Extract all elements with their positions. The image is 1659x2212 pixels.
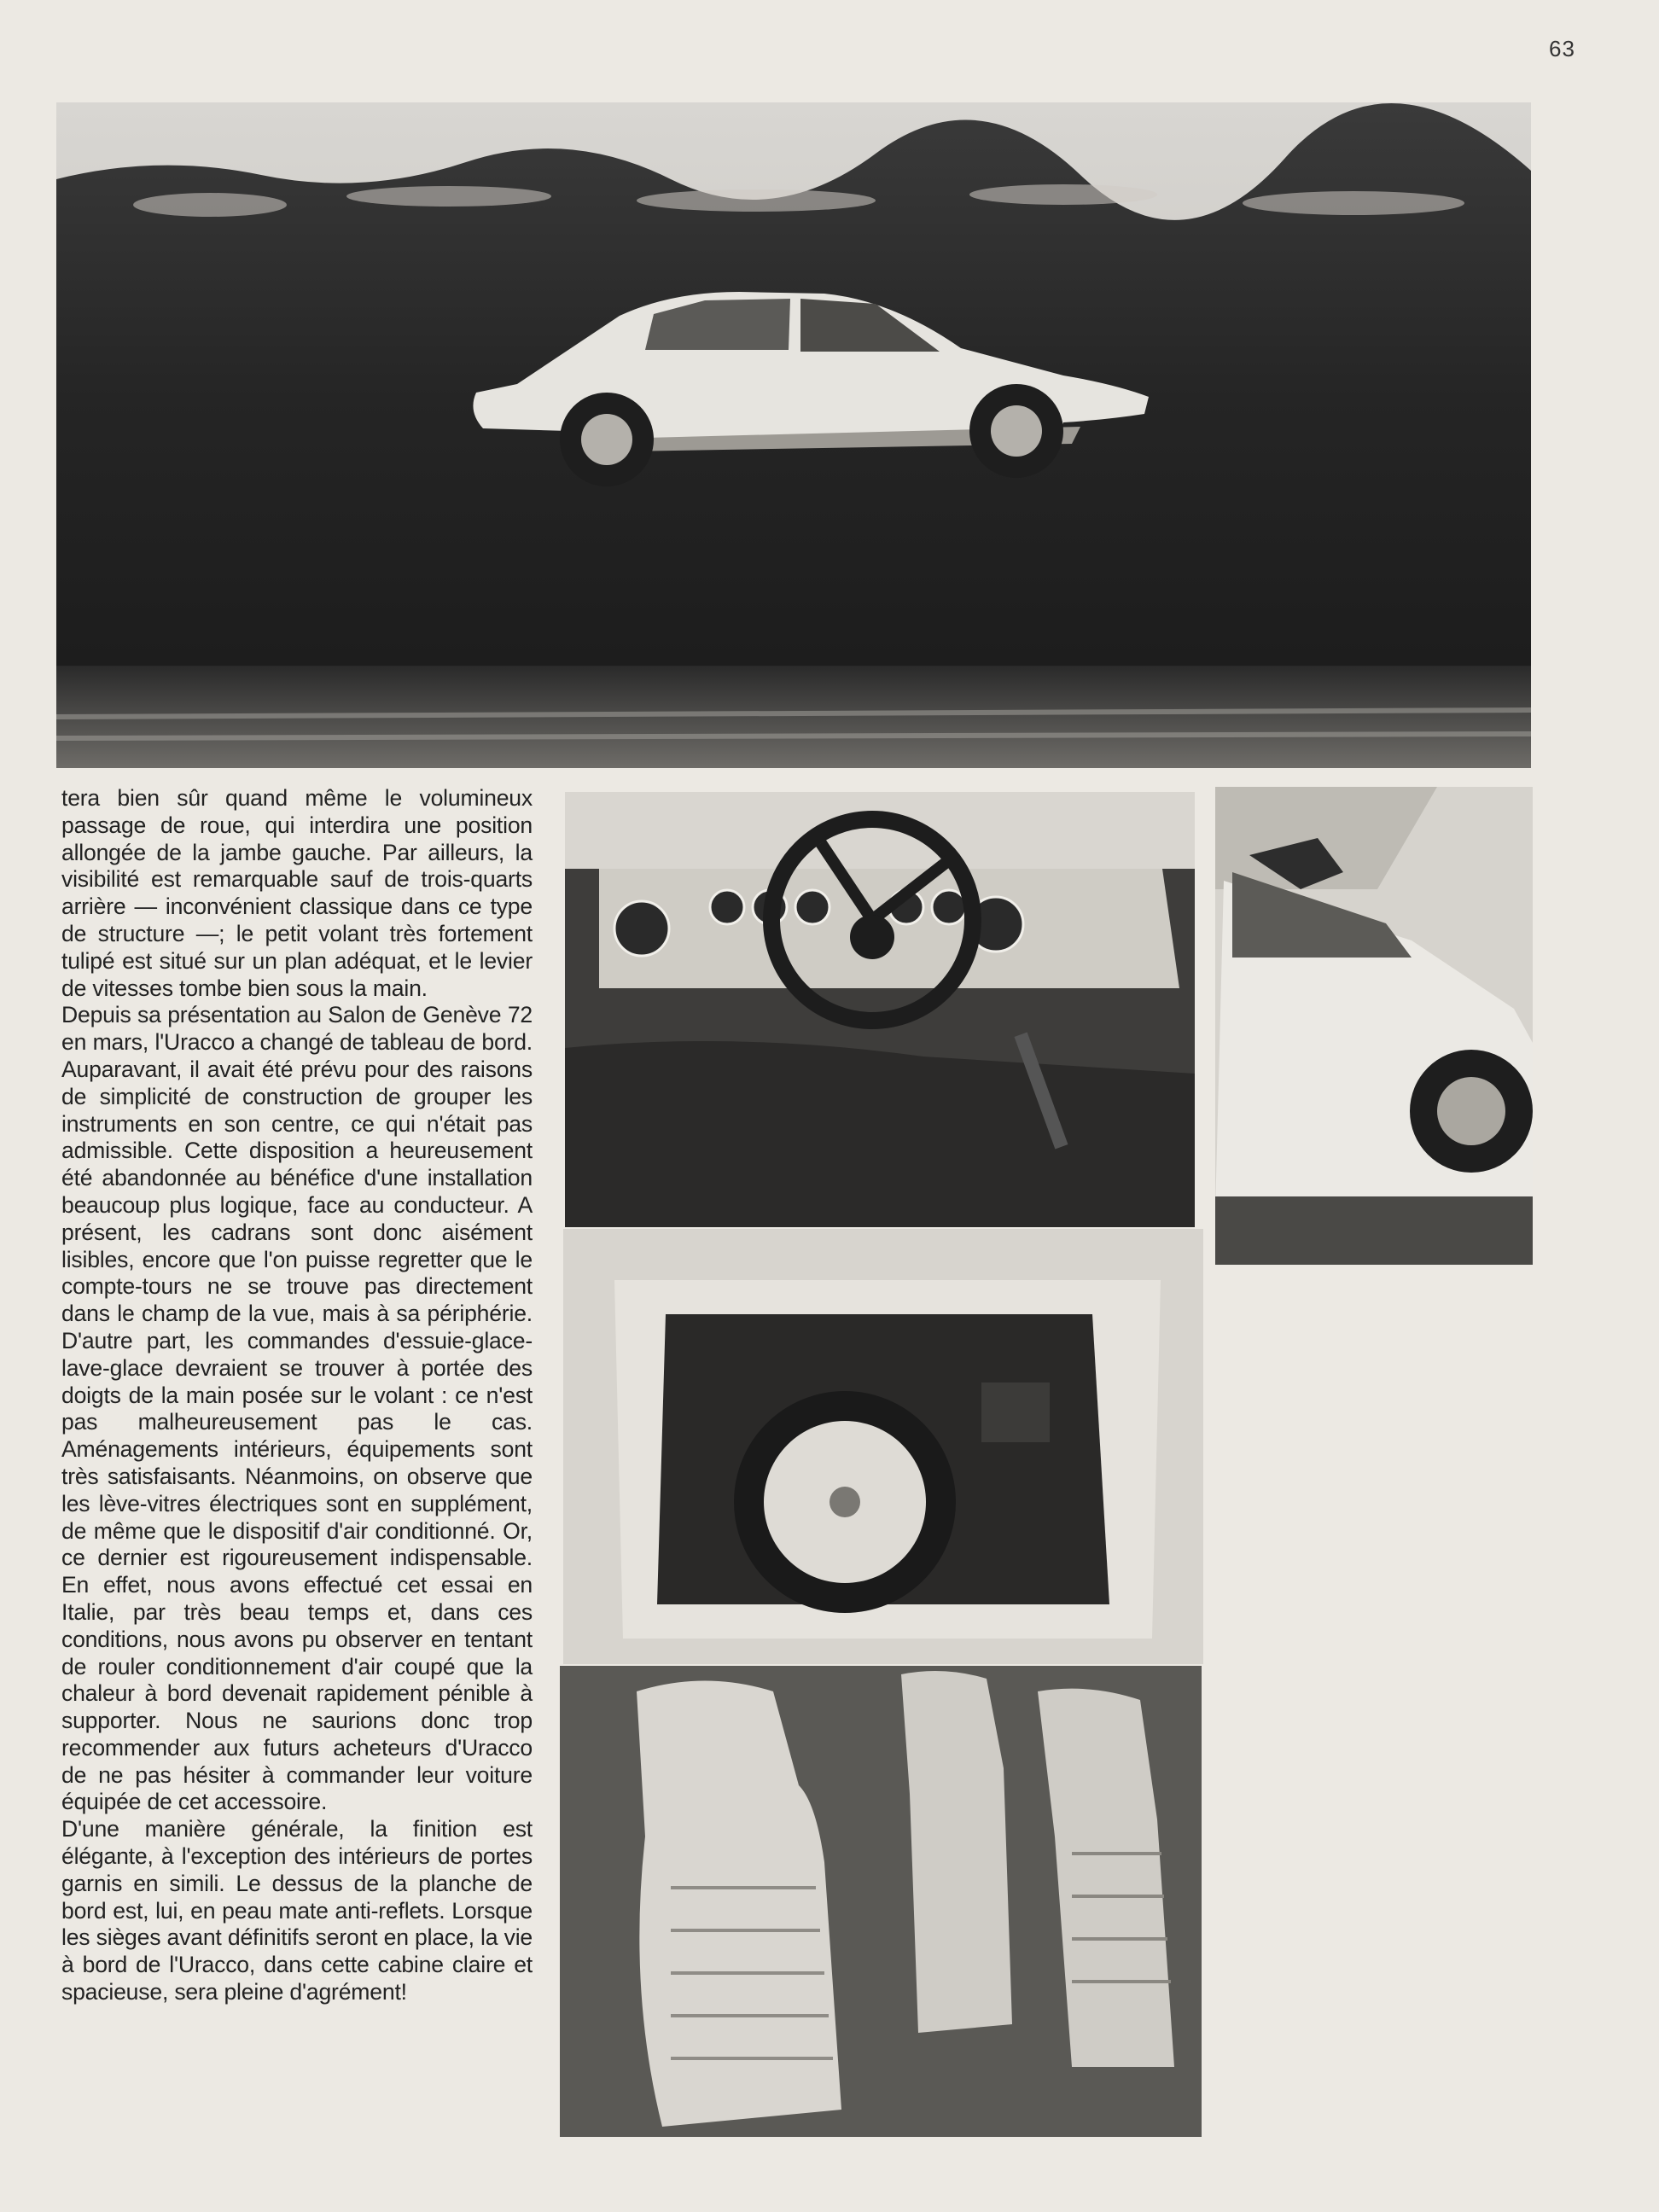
- article-paragraph-1: tera bien sûr quand même le volumineux passage de roue, qui interdira une position allongée de la jambe gauche. Par ailleurs, la visibilité est remarquable sauf de trois-quarts arrière — inconvénient classique dans ce type de structure —; le petit volant très fortement tulipé est situé sur un plan adéquat, et le levier de vitesses tombe bien sous la main.: [61, 785, 533, 1001]
- car-side-photo: [1215, 787, 1533, 1265]
- seats-photo: [560, 1666, 1202, 2137]
- page-number: 63: [1549, 36, 1575, 61]
- article-paragraph-3: D'une manière générale, la finition est élégante, à l'exception des intérieurs de portes garnis en simili. Le dessus de la planche de bord est, lui, en peau mate anti-reflets. Lorsque les sièges avant définitifs seront en place, la vie à bord de l'Uracco, dans cette cabine claire et spacieuse, sera pleine d'agrément!: [61, 1816, 533, 2005]
- trunk-photo: [563, 1229, 1203, 1664]
- dashboard-photo: [565, 792, 1195, 1227]
- car-photo: [56, 102, 1531, 768]
- article-body: [61, 785, 533, 2006]
- article-paragraph-2: Depuis sa présentation au Salon de Genève 72 en mars, l'Uracco a changé de tableau de bord. Auparavant, il avait été prévu pour des raisons de simplicité de construction de grouper les instruments en son centre, ce qui n'était pas admissible. Cette disposition a heureusement été abandonnée au bénéfice d'une installation beaucoup plus logique, face au conducteur. A présent, les cadrans sont donc aisément lisibles, encore que l'on puisse regretter que le compte-tours ne se trouve pas directement dans le champ de la vue, mais à sa périphérie. D'autre part, les commandes d'essuie-glace-lave-glace devraient se trouver à portée des doigts de la main posée sur le volant : ce n'est pas malheureusement pas le cas. Aménagements intérieurs, équipements sont très satisfaisants. Néanmoins, on observe que les lève-vitres électriques sont en supplément, de même que le dispositif d'air conditionné. Or, ce dernier est rigoureusement indispensable. En effet, nous avons effectué cet essai en Italie, par très beau temps et, dans ces conditions, nous avons pu observer en tentant de rouler conditionnement d'air coupé que la chaleur à bord devenait rapidement pénible à supporter. Nous ne saurions donc trop recommender aux futurs acheteurs d'Uracco de ne pas hésiter à commander leur voiture équipée de cet accessoire.: [61, 1002, 533, 1815]
